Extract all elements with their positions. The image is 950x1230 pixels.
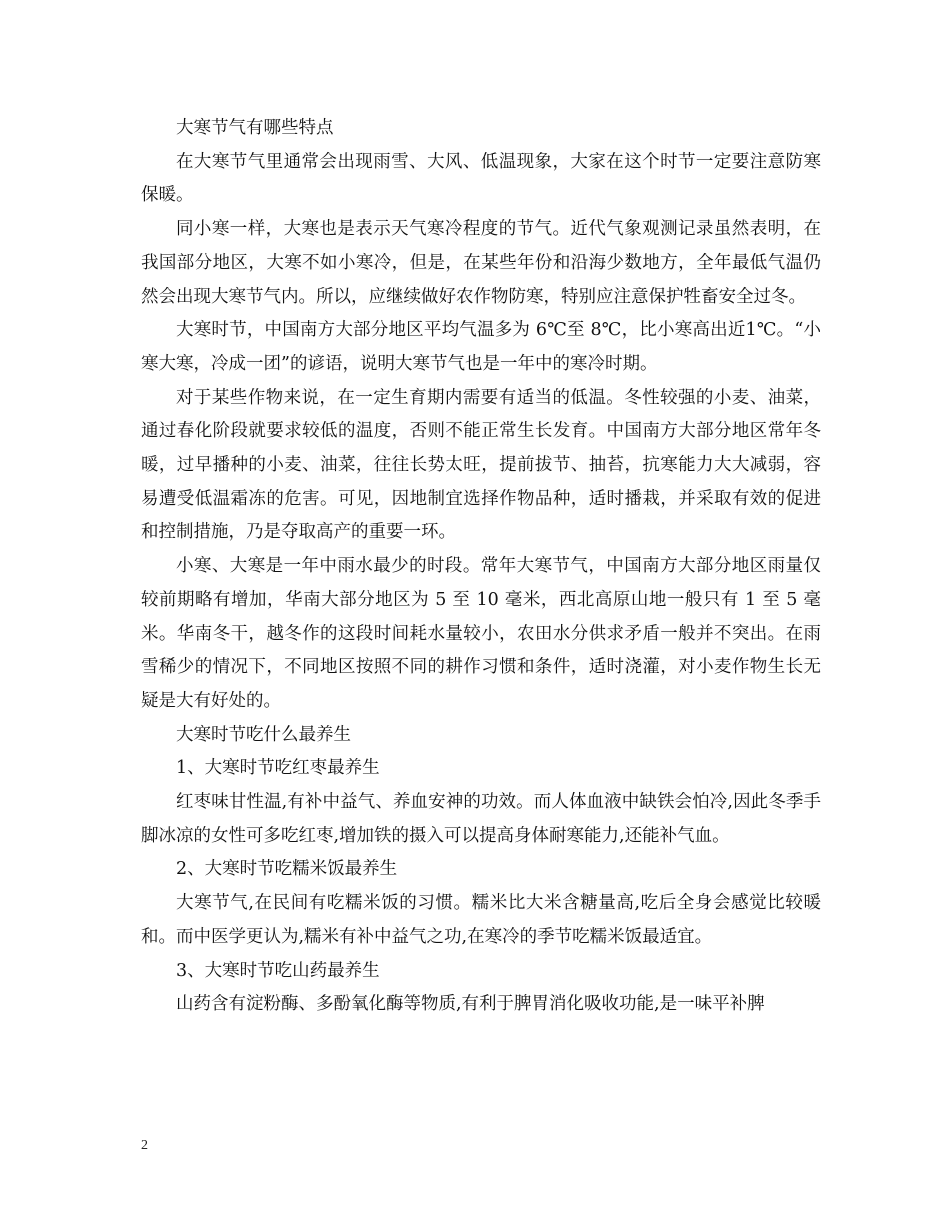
paragraph: 红枣味甘性温,有补中益气、养血安神的功效。而人体血液中缺铁会怕冷,因此冬季手脚冰凉的女性可多吃红枣,增加铁的摄入可以提高身体耐寒能力,还能补气血。 [141, 792, 821, 846]
document-body [141, 112, 821, 1022]
paragraph: 大寒时节，中国南方大部分地区平均气温多为 6℃至 8℃，比小寒高出近1℃。“小寒大寒，冷成一团”的谚语，说明大寒节气也是一年中的寒冷时期。 [141, 320, 821, 374]
subheading-glutinous-rice: 2、大寒时节吃糯米饭最养生 [176, 859, 398, 880]
section-heading-food: 大寒时节吃什么最养生 [176, 724, 351, 745]
paragraph: 小寒、大寒是一年中雨水最少的时段。常年大寒节气，中国南方大部分地区雨量仅较前期略有增加，华南大部分地区为 5 至 10 毫米，西北高原山地一般只有 1 至 5 毫米。华南冬干，越冬作的这段时间耗水量较小，农田水分供求矛盾一般并不突出。在雨雪稀少的情况下，不同地区按照不同的耕作习惯和条件，适时浇灌，对小麦作物生长无疑是大有好处的。 [141, 556, 821, 711]
paragraph: 同小寒一样，大寒也是表示天气寒冷程度的节气。近代气象观测记录虽然表明，在我国部分地区，大寒不如小寒冷，但是，在某些年份和沿海少数地方，全年最低气温仍然会出现大寒节气内。所以，应继续做好农作物防寒，特别应注意保护牲畜安全过冬。 [141, 219, 821, 307]
paragraph: 大寒节气,在民间有吃糯米饭的习惯。糯米比大米含糖量高,吃后全身会感觉比较暖和。而中医学更认为,糯米有补中益气之功,在寒冷的季节吃糯米饭最适宜。 [141, 893, 821, 947]
paragraph: 对于某些作物来说，在一定生育期内需要有适当的低温。冬性较强的小麦、油菜，通过春化阶段就要求较低的温度，否则不能正常生长发育。中国南方大部分地区常年冬暖，过早播种的小麦、油菜，往往长势太旺，提前拔节、抽苔，抗寒能力大大减弱，容易遭受低温霜冻的危害。可见，因地制宜选择作物品种，适时播栽，并采取有效的促进和控制措施，乃是夺取高产的重要一环。 [141, 387, 821, 543]
page-number: 2 [141, 1138, 148, 1153]
subheading-red-dates: 1、大寒时节吃红枣最养生 [176, 758, 380, 779]
paragraph: 山药含有淀粉酶、多酚氧化酶等物质,有利于脾胃消化吸收功能,是一味平补脾 [176, 994, 765, 1015]
section-heading-features: 大寒节气有哪些特点 [176, 118, 334, 138]
paragraph: 在大寒节气里通常会出现雨雪、大风、低温现象，大家在这个时节一定要注意防寒保暖。 [141, 151, 821, 206]
subheading-yam: 3、大寒时节吃山药最养生 [176, 960, 380, 981]
